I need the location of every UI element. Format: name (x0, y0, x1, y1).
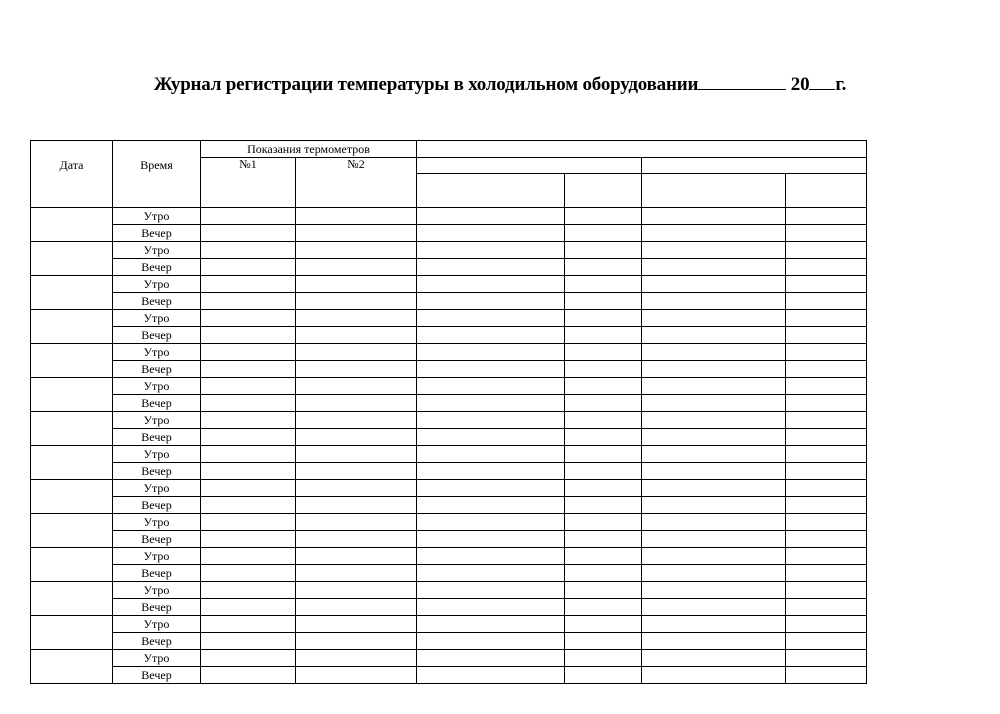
time-cell: Вечер (113, 531, 201, 548)
extra-cell[interactable] (417, 582, 565, 599)
extra-cell[interactable] (417, 650, 565, 667)
thermometer-2-cell[interactable] (296, 327, 417, 344)
time-cell: Утро (113, 650, 201, 667)
thermometer-1-cell[interactable] (201, 429, 296, 446)
time-cell: Вечер (113, 463, 201, 480)
table-row (31, 361, 867, 378)
header-time: Время (113, 141, 201, 208)
extra-cell[interactable] (642, 599, 786, 616)
extra-cell[interactable] (417, 497, 565, 514)
thermometer-1-cell[interactable] (201, 412, 296, 429)
document-title (0, 73, 1000, 96)
table-row (31, 293, 867, 310)
extra-cell[interactable] (642, 463, 786, 480)
date-cell[interactable] (31, 208, 113, 242)
extra-cell[interactable] (417, 565, 565, 582)
table-row (31, 395, 867, 412)
thermometer-1-cell[interactable] (201, 548, 296, 565)
thermometer-2-cell[interactable] (296, 310, 417, 327)
extra-cell[interactable] (417, 344, 565, 361)
thermometer-2-cell[interactable] (296, 514, 417, 531)
extra-cell[interactable] (565, 361, 642, 378)
table-row (31, 378, 867, 395)
extra-cell[interactable] (786, 276, 867, 293)
extra-cell[interactable] (565, 259, 642, 276)
time-cell: Вечер (113, 395, 201, 412)
extra-cell[interactable] (417, 412, 565, 429)
thermometer-1-cell[interactable] (201, 259, 296, 276)
extra-cell[interactable] (786, 344, 867, 361)
extra-cell[interactable] (786, 446, 867, 463)
time-cell: Вечер (113, 667, 201, 684)
table-row (31, 599, 867, 616)
extra-cell[interactable] (565, 514, 642, 531)
time-cell: Утро (113, 582, 201, 599)
temperature-journal-table (30, 140, 867, 684)
thermometer-1-cell[interactable] (201, 276, 296, 293)
extra-cell[interactable] (786, 582, 867, 599)
extra-cell[interactable] (786, 378, 867, 395)
extra-cell[interactable] (565, 327, 642, 344)
extra-cell[interactable] (642, 395, 786, 412)
header-thermometer-1: №1 (201, 158, 296, 208)
header-date: Дата (31, 141, 113, 208)
thermometer-1-cell[interactable] (201, 344, 296, 361)
thermometer-1-cell[interactable] (201, 378, 296, 395)
thermometer-1-cell[interactable] (201, 667, 296, 684)
extra-cell[interactable] (786, 667, 867, 684)
thermometer-1-cell[interactable] (201, 650, 296, 667)
extra-cell[interactable] (642, 242, 786, 259)
extra-cell[interactable] (417, 242, 565, 259)
thermometer-2-cell[interactable] (296, 378, 417, 395)
extra-cell[interactable] (565, 531, 642, 548)
header-thermometer-readings: Показания термометров (201, 141, 417, 158)
header-col-a2-blank[interactable] (565, 174, 642, 208)
extra-cell[interactable] (565, 667, 642, 684)
table-row (31, 412, 867, 429)
time-cell: Вечер (113, 633, 201, 650)
extra-cell[interactable] (565, 650, 642, 667)
date-cell[interactable] (31, 582, 113, 616)
extra-cell[interactable] (642, 514, 786, 531)
thermometer-1-cell[interactable] (201, 463, 296, 480)
date-cell[interactable] (31, 344, 113, 378)
title-suffix-text: г. (835, 74, 847, 95)
title-year-blank[interactable] (809, 73, 835, 90)
extra-cell[interactable] (786, 616, 867, 633)
thermometer-2-cell[interactable] (296, 480, 417, 497)
time-cell: Утро (113, 344, 201, 361)
extra-cell[interactable] (417, 327, 565, 344)
extra-cell[interactable] (786, 565, 867, 582)
thermometer-2-cell[interactable] (296, 667, 417, 684)
extra-cell[interactable] (565, 497, 642, 514)
extra-cell[interactable] (417, 259, 565, 276)
thermometer-2-cell[interactable] (296, 361, 417, 378)
thermometer-2-cell[interactable] (296, 225, 417, 242)
time-cell: Вечер (113, 497, 201, 514)
extra-cell[interactable] (565, 344, 642, 361)
extra-cell[interactable] (786, 242, 867, 259)
table-row (31, 667, 867, 684)
table-row (31, 616, 867, 633)
table-row (31, 208, 867, 225)
extra-cell[interactable] (642, 633, 786, 650)
extra-cell[interactable] (786, 531, 867, 548)
date-cell[interactable] (31, 650, 113, 684)
extra-cell[interactable] (417, 395, 565, 412)
extra-cell[interactable] (642, 565, 786, 582)
thermometer-1-cell[interactable] (201, 293, 296, 310)
thermometer-2-cell[interactable] (296, 293, 417, 310)
extra-cell[interactable] (417, 293, 565, 310)
extra-cell[interactable] (417, 208, 565, 225)
extra-cell[interactable] (417, 310, 565, 327)
extra-cell[interactable] (417, 446, 565, 463)
extra-cell[interactable] (417, 276, 565, 293)
extra-cell[interactable] (786, 412, 867, 429)
thermometer-2-cell[interactable] (296, 582, 417, 599)
time-cell: Вечер (113, 565, 201, 582)
extra-cell[interactable] (417, 599, 565, 616)
extra-cell[interactable] (642, 378, 786, 395)
extra-cell[interactable] (642, 276, 786, 293)
extra-cell[interactable] (642, 548, 786, 565)
extra-cell[interactable] (565, 225, 642, 242)
extra-cell[interactable] (565, 616, 642, 633)
thermometer-1-cell[interactable] (201, 480, 296, 497)
extra-cell[interactable] (642, 208, 786, 225)
extra-cell[interactable] (417, 616, 565, 633)
time-cell: Утро (113, 548, 201, 565)
thermometer-2-cell[interactable] (296, 259, 417, 276)
extra-cell[interactable] (786, 650, 867, 667)
time-cell: Утро (113, 616, 201, 633)
extra-cell[interactable] (642, 667, 786, 684)
title-main-text: Журнал регистрации температуры в холодильном оборудовании (153, 74, 699, 95)
extra-cell[interactable] (417, 463, 565, 480)
table-row (31, 531, 867, 548)
extra-cell[interactable] (565, 242, 642, 259)
extra-cell[interactable] (786, 480, 867, 497)
extra-cell[interactable] (565, 429, 642, 446)
extra-cell[interactable] (786, 259, 867, 276)
table-row (31, 310, 867, 327)
thermometer-1-cell[interactable] (201, 327, 296, 344)
header-col-b2-blank[interactable] (786, 174, 867, 208)
thermometer-1-cell[interactable] (201, 514, 296, 531)
title-year-text: 20 (790, 74, 810, 95)
table-row (31, 582, 867, 599)
thermometer-2-cell[interactable] (296, 344, 417, 361)
extra-cell[interactable] (417, 225, 565, 242)
table-row (31, 497, 867, 514)
extra-cell[interactable] (565, 463, 642, 480)
extra-cell[interactable] (417, 531, 565, 548)
extra-cell[interactable] (642, 616, 786, 633)
header-extra-blank[interactable] (417, 141, 867, 158)
table-row (31, 514, 867, 531)
thermometer-2-cell[interactable] (296, 395, 417, 412)
extra-cell[interactable] (417, 548, 565, 565)
thermometer-2-cell[interactable] (296, 429, 417, 446)
extra-cell[interactable] (565, 208, 642, 225)
thermometer-1-cell[interactable] (201, 361, 296, 378)
time-cell: Утро (113, 412, 201, 429)
thermometer-2-cell[interactable] (296, 463, 417, 480)
extra-cell[interactable] (565, 412, 642, 429)
thermometer-2-cell[interactable] (296, 242, 417, 259)
extra-cell[interactable] (565, 446, 642, 463)
extra-cell[interactable] (786, 497, 867, 514)
header-col-b1-blank[interactable] (642, 174, 786, 208)
thermometer-1-cell[interactable] (201, 565, 296, 582)
thermometer-2-cell[interactable] (296, 208, 417, 225)
extra-cell[interactable] (786, 395, 867, 412)
table-row (31, 259, 867, 276)
thermometer-2-cell[interactable] (296, 531, 417, 548)
date-cell[interactable] (31, 514, 113, 548)
extra-cell[interactable] (565, 310, 642, 327)
extra-cell[interactable] (642, 361, 786, 378)
date-cell[interactable] (31, 242, 113, 276)
time-cell: Утро (113, 310, 201, 327)
table-row (31, 429, 867, 446)
title-month-blank[interactable] (698, 73, 786, 90)
extra-cell[interactable] (786, 293, 867, 310)
extra-cell[interactable] (642, 310, 786, 327)
thermometer-2-cell[interactable] (296, 599, 417, 616)
extra-cell[interactable] (642, 259, 786, 276)
table-row (31, 633, 867, 650)
time-cell: Утро (113, 276, 201, 293)
header-col-a1-blank[interactable] (417, 174, 565, 208)
time-cell: Вечер (113, 225, 201, 242)
extra-cell[interactable] (642, 531, 786, 548)
extra-cell[interactable] (786, 361, 867, 378)
extra-cell[interactable] (565, 395, 642, 412)
extra-cell[interactable] (642, 497, 786, 514)
thermometer-1-cell[interactable] (201, 310, 296, 327)
date-cell[interactable] (31, 310, 113, 344)
extra-cell[interactable] (417, 429, 565, 446)
thermometer-2-cell[interactable] (296, 497, 417, 514)
table-row (31, 242, 867, 259)
table-row (31, 446, 867, 463)
extra-cell[interactable] (565, 293, 642, 310)
time-cell: Вечер (113, 599, 201, 616)
extra-cell[interactable] (565, 599, 642, 616)
extra-cell[interactable] (786, 548, 867, 565)
extra-cell[interactable] (642, 225, 786, 242)
extra-cell[interactable] (565, 480, 642, 497)
date-cell[interactable] (31, 378, 113, 412)
time-cell: Вечер (113, 429, 201, 446)
time-cell: Вечер (113, 259, 201, 276)
thermometer-1-cell[interactable] (201, 446, 296, 463)
thermometer-2-cell[interactable] (296, 633, 417, 650)
thermometer-1-cell[interactable] (201, 633, 296, 650)
extra-cell[interactable] (786, 599, 867, 616)
table-row (31, 548, 867, 565)
time-cell: Утро (113, 480, 201, 497)
extra-cell[interactable] (417, 480, 565, 497)
thermometer-2-cell[interactable] (296, 548, 417, 565)
date-cell[interactable] (31, 412, 113, 446)
extra-cell[interactable] (786, 429, 867, 446)
extra-cell[interactable] (642, 650, 786, 667)
header-subgroup-b-blank[interactable] (642, 158, 867, 174)
extra-cell[interactable] (786, 327, 867, 344)
thermometer-2-cell[interactable] (296, 616, 417, 633)
date-cell[interactable] (31, 446, 113, 480)
date-cell[interactable] (31, 276, 113, 310)
extra-cell[interactable] (642, 582, 786, 599)
date-cell[interactable] (31, 480, 113, 514)
thermometer-1-cell[interactable] (201, 208, 296, 225)
extra-cell[interactable] (786, 310, 867, 327)
thermometer-1-cell[interactable] (201, 582, 296, 599)
extra-cell[interactable] (565, 548, 642, 565)
time-cell: Утро (113, 446, 201, 463)
extra-cell[interactable] (565, 378, 642, 395)
extra-cell[interactable] (786, 463, 867, 480)
extra-cell[interactable] (417, 633, 565, 650)
thermometer-1-cell[interactable] (201, 225, 296, 242)
table-row (31, 480, 867, 497)
extra-cell[interactable] (642, 327, 786, 344)
extra-cell[interactable] (786, 225, 867, 242)
thermometer-1-cell[interactable] (201, 395, 296, 412)
header-thermometer-2: №2 (296, 158, 417, 208)
extra-cell[interactable] (642, 429, 786, 446)
extra-cell[interactable] (417, 514, 565, 531)
extra-cell[interactable] (642, 412, 786, 429)
extra-cell[interactable] (565, 633, 642, 650)
extra-cell[interactable] (417, 667, 565, 684)
extra-cell[interactable] (417, 378, 565, 395)
thermometer-2-cell[interactable] (296, 565, 417, 582)
time-cell: Утро (113, 242, 201, 259)
extra-cell[interactable] (642, 344, 786, 361)
extra-cell[interactable] (642, 480, 786, 497)
thermometer-1-cell[interactable] (201, 616, 296, 633)
time-cell: Утро (113, 514, 201, 531)
thermometer-2-cell[interactable] (296, 446, 417, 463)
thermometer-1-cell[interactable] (201, 242, 296, 259)
extra-cell[interactable] (417, 361, 565, 378)
table-row (31, 225, 867, 242)
extra-cell[interactable] (786, 633, 867, 650)
table-row (31, 276, 867, 293)
thermometer-2-cell[interactable] (296, 412, 417, 429)
time-cell: Вечер (113, 361, 201, 378)
extra-cell[interactable] (642, 446, 786, 463)
table-row (31, 650, 867, 667)
thermometer-1-cell[interactable] (201, 599, 296, 616)
table-row (31, 463, 867, 480)
thermometer-1-cell[interactable] (201, 497, 296, 514)
date-cell[interactable] (31, 548, 113, 582)
time-cell: Утро (113, 208, 201, 225)
extra-cell[interactable] (565, 565, 642, 582)
extra-cell[interactable] (786, 208, 867, 225)
extra-cell[interactable] (565, 582, 642, 599)
thermometer-1-cell[interactable] (201, 531, 296, 548)
header-subgroup-a-blank[interactable] (417, 158, 642, 174)
table-row (31, 565, 867, 582)
time-cell: Вечер (113, 293, 201, 310)
table-row (31, 344, 867, 361)
date-cell[interactable] (31, 616, 113, 650)
time-cell: Вечер (113, 327, 201, 344)
thermometer-2-cell[interactable] (296, 276, 417, 293)
thermometer-2-cell[interactable] (296, 650, 417, 667)
time-cell: Утро (113, 378, 201, 395)
extra-cell[interactable] (642, 293, 786, 310)
table-row (31, 327, 867, 344)
extra-cell[interactable] (565, 276, 642, 293)
extra-cell[interactable] (786, 514, 867, 531)
